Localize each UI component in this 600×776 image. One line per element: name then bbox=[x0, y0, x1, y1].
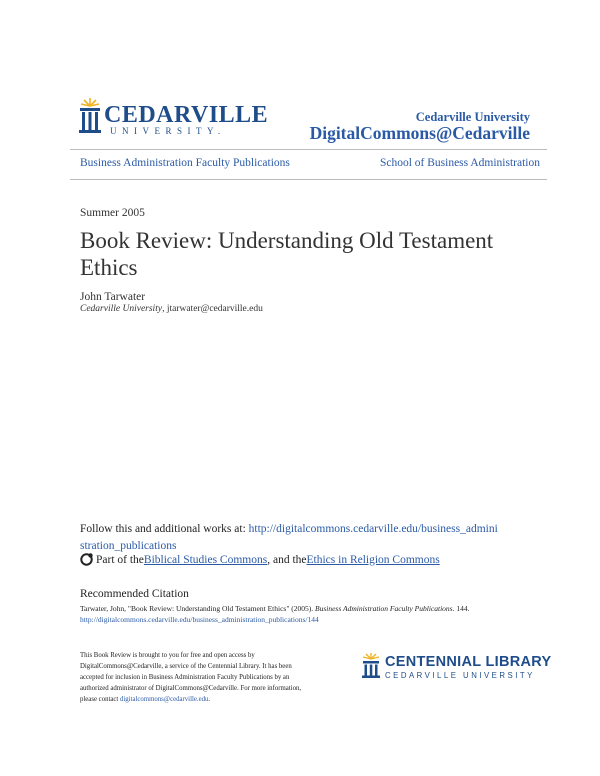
citation-url-link[interactable]: http://digitalcommons.cedarville.edu/business_administration_publications/144 bbox=[80, 615, 319, 624]
network-icon bbox=[80, 553, 93, 566]
header-divider bbox=[70, 149, 547, 150]
collection-url-link[interactable]: http://digitalcommons.cedarville.edu/business_administration_publications bbox=[80, 523, 498, 552]
digital-commons-university[interactable]: Cedarville University bbox=[415, 110, 530, 124]
access-note-text: This Book Review is brought to you for free and open access by DigitalCommons@Cedarville, a service of the Centennial Library. It has been accepted for inclusion in Business Administration Faculty Publications by an authorized administrator of DigitalCommons@Cedarville. For more information, please contact bbox=[80, 652, 302, 703]
logo-university-text: UNIVERSITY. bbox=[110, 126, 226, 136]
article-title: Book Review: Understanding Old Testament Ethics bbox=[80, 228, 494, 280]
nav-divider bbox=[70, 179, 547, 180]
partof-prefix: Part of the bbox=[96, 553, 144, 566]
digital-commons-link[interactable]: DigitalCommons@Cedarville bbox=[309, 123, 530, 143]
author-name: John Tarwater bbox=[80, 291, 146, 303]
citation-body: Tarwater, John, "Book Review: Understanding Old Testament Ethics" (2005). bbox=[80, 604, 316, 613]
author-email: , jtarwater@cedarville.edu bbox=[162, 304, 263, 314]
biblical-studies-link[interactable]: Biblical Studies Commons bbox=[143, 553, 268, 566]
school-link[interactable]: School of Business Administration bbox=[379, 157, 540, 169]
disciplines-line bbox=[80, 553, 440, 566]
centennial-library-university: CEDARVILLE UNIVERSITY bbox=[385, 671, 535, 680]
publication-date: Summer 2005 bbox=[80, 207, 145, 219]
citation-text bbox=[80, 603, 530, 625]
affiliation-institution: Cedarville University bbox=[80, 304, 163, 314]
contact-email-link[interactable]: digitalcommons@cedarville.edu bbox=[120, 696, 209, 703]
citation-heading: Recommended Citation bbox=[80, 588, 189, 600]
citation-suffix: . 144. bbox=[452, 604, 470, 613]
author-affiliation bbox=[80, 304, 263, 314]
follow-prefix: Follow this and additional works at: bbox=[80, 523, 249, 535]
partof-middle: , and the bbox=[267, 553, 307, 566]
follow-line bbox=[80, 521, 500, 555]
collection-link[interactable]: Business Administration Faculty Publications bbox=[80, 157, 290, 169]
logo-wordmark: CEDARVILLE bbox=[104, 102, 269, 128]
centennial-library-name: CENTENNIAL LIBRARY bbox=[385, 654, 552, 670]
access-note-end: . bbox=[208, 696, 211, 703]
access-note bbox=[80, 650, 305, 705]
ethics-religion-link[interactable]: Ethics in Religion Commons bbox=[306, 553, 440, 566]
citation-journal: Business Administration Faculty Publications bbox=[315, 604, 453, 613]
